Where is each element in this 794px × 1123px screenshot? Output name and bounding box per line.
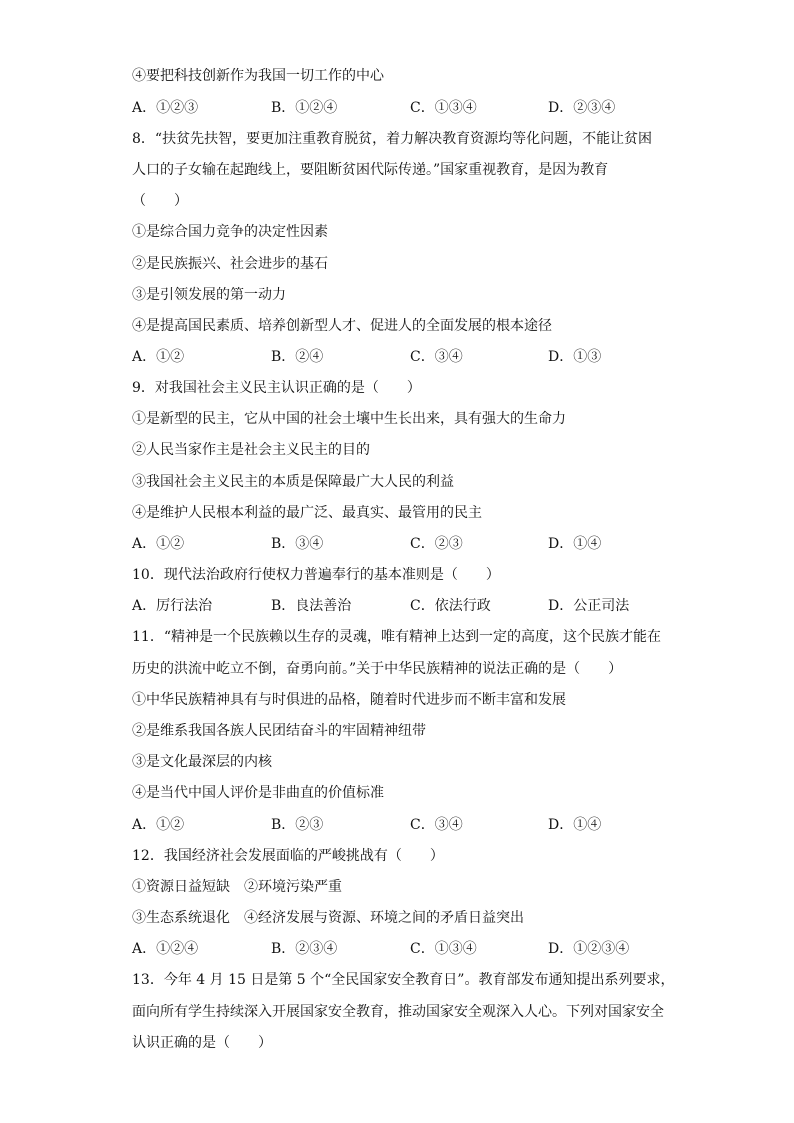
- statement-text: ④是维护人民根本利益的最广泛、最真实、最管用的民主: [132, 505, 482, 521]
- question-13-text: 13．今年 4 月 15 日是第 5 个“全民国家安全教育日”。教育部发布通知提出系列要求，: [132, 972, 675, 988]
- option-c: C．②③: [410, 536, 463, 552]
- statement-text: ①是综合国力竞争的决定性因素: [132, 224, 328, 240]
- statement-text: ③是文化最深层的内核: [132, 754, 272, 770]
- option-b: B．①②④: [271, 100, 338, 116]
- option-d: D．①④: [548, 536, 602, 552]
- option-a: A．①②④: [132, 941, 199, 957]
- question-11-text: 11．“精神是一个民族赖以生存的灵魂，唯有精神上达到一定的高度，这个民族才能在: [132, 629, 661, 645]
- option-d: D．②③④: [548, 100, 616, 116]
- statement-text: ①资源日益短缺 ②环境污染严重: [132, 879, 342, 895]
- statement-text: ②人民当家作主是社会主义民主的目的: [132, 442, 370, 458]
- option-c: C．③④: [410, 817, 463, 833]
- question-11-text: 历史的洪流中屹立不倒，奋勇向前。”关于中华民族精神的说法正确的是（ ）: [132, 661, 623, 677]
- option-a: A．①②: [132, 536, 185, 552]
- option-a: A．①②: [132, 349, 185, 365]
- question-12-text: 12．我国经济社会发展面临的严峻挑战有（ ）: [132, 848, 444, 864]
- statement-text: ④是当代中国人评价是非曲直的价值标准: [132, 785, 384, 801]
- question-8-text: 8．“扶贫先扶智，要更加注重教育脱贫，着力解决教育资源均等化问题，不能让贫困: [132, 131, 653, 147]
- option-b: B．③④: [271, 536, 324, 552]
- option-d: D．①③: [548, 349, 602, 365]
- option-b: B．②④: [271, 349, 324, 365]
- option-c: C．依法行政: [410, 598, 491, 614]
- option-d: D．①②③④: [548, 941, 630, 957]
- option-d: D．公正司法: [548, 598, 630, 614]
- question-10-text: 10．现代法治政府行使权力普遍奉行的基本准则是（ ）: [132, 567, 500, 583]
- statement-text: ①中华民族精神具有与时俱进的品格，随着时代进步而不断丰富和发展: [132, 692, 566, 708]
- question-8-text: 人口的子女输在起跑线上，要阻断贫困代际传递。”国家重视教育，是因为教育: [132, 162, 609, 178]
- option-a: A．①②③: [132, 100, 199, 116]
- statement-text: ②是民族振兴、社会进步的基石: [132, 256, 328, 272]
- statement-text: ④要把科技创新作为我国一切工作的中心: [132, 68, 384, 84]
- option-c: C．③④: [410, 349, 463, 365]
- option-a: A．①②: [132, 817, 185, 833]
- question-13-text: 认识正确的是（ ）: [132, 1035, 272, 1051]
- option-c: C．①③④: [410, 941, 477, 957]
- option-c: C．①③④: [410, 100, 477, 116]
- option-b: B．②③④: [271, 941, 338, 957]
- question-13-text: 面向所有学生持续深入开展国家安全教育，推动国家安全观深入人心。下列对国家安全: [132, 1004, 664, 1020]
- option-a: A．厉行法治: [132, 598, 213, 614]
- statement-text: ③我国社会主义民主的本质是保障最广大人民的利益: [132, 474, 454, 490]
- statement-text: ①是新型的民主，它从中国的社会土壤中生长出来，具有强大的生命力: [132, 411, 566, 427]
- answer-blank: （ ）: [132, 193, 188, 209]
- statement-text: ④是提高国民素质、培养创新型人才、促进人的全面发展的根本途径: [132, 318, 552, 334]
- option-b: B．②③: [271, 817, 324, 833]
- statement-text: ②是维系我国各族人民团结奋斗的牢固精神纽带: [132, 723, 426, 739]
- statement-text: ③是引领发展的第一动力: [132, 287, 286, 303]
- statement-text: ③生态系统退化 ④经济发展与资源、环境之间的矛盾日益突出: [132, 910, 524, 926]
- option-b: B．良法善治: [271, 598, 352, 614]
- question-9-text: 9．对我国社会主义民主认识正确的是（ ）: [132, 380, 421, 396]
- option-d: D．①④: [548, 817, 602, 833]
